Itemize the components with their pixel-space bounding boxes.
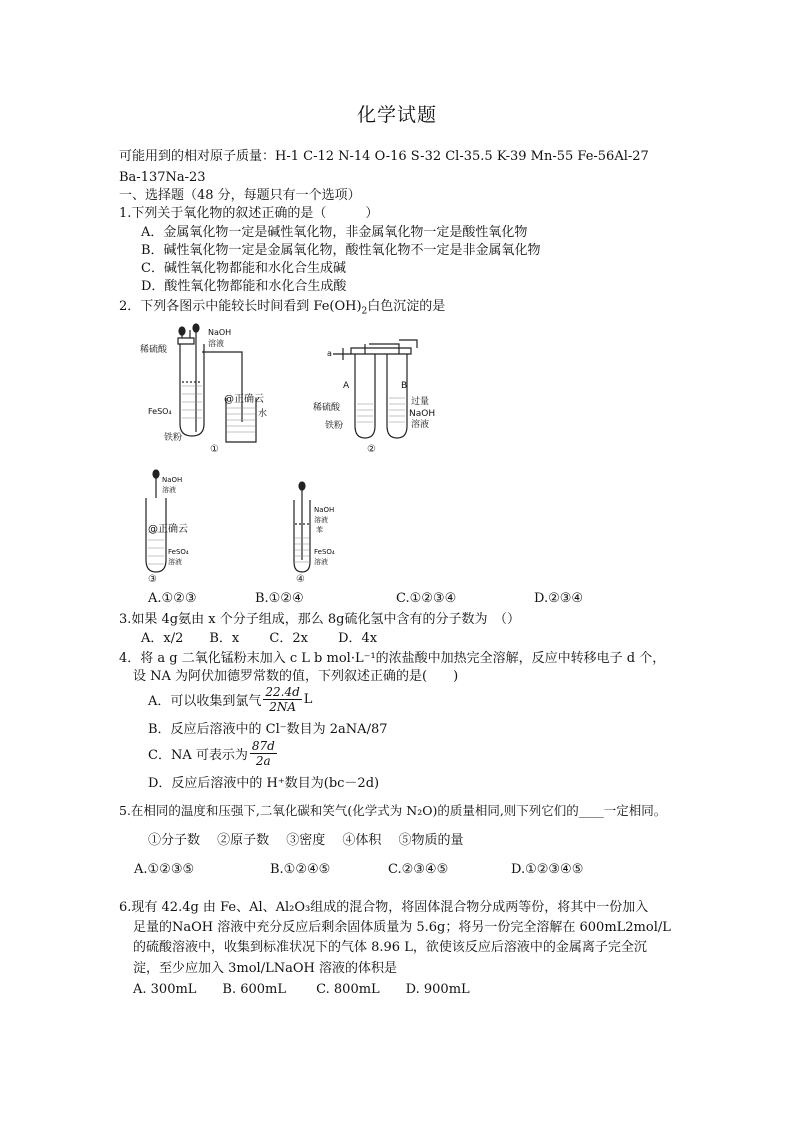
q1-option-a: A．金属氧化物一定是碱性氧化物，非金属氧化物一定是酸性氧化物 (141, 225, 528, 240)
q5-items: ①分子数 ②原子数 ③密度 ④体积 ⑤物质的量 (148, 833, 464, 848)
q6-line4: 淀，至少应加入 3mol/LNaOH 溶液的体积是 (133, 961, 397, 976)
fig3-solution2-label: 溶液 (168, 558, 182, 566)
figure-3-apparatus (140, 468, 250, 586)
q4-a-fraction: $\frac{22.4d}{2NA}$ (265, 685, 300, 714)
figure-2-apparatus (313, 330, 445, 460)
fig4-benzene-label: 苯 (316, 526, 323, 534)
q2-option-b: B.①②④ (255, 591, 304, 606)
q1-option-b: B．碱性氧化物一定是金属氧化物，酸性氧化物不一定是非金属氧化物 (141, 243, 541, 258)
q6-line1: 6.现有 42.4g 由 Fe、Al、Al₂O₃组成的混合物，将固体混合物分成两等份，将其中一份加入 (119, 900, 649, 915)
q4-option-d: D．反应后溶液中的 H⁺数目为(bc－2d) (148, 776, 380, 791)
fig4-feso4-label: FeSO₄ (314, 548, 335, 556)
fig2-number: ② (367, 444, 376, 455)
q2-option-d: D.②③④ (534, 591, 584, 606)
q2-option-a: A.①②③ (148, 591, 197, 606)
fig2-acid-label: 稀硫酸 (313, 403, 341, 413)
fig1-watermark: @正确云 (224, 394, 264, 405)
q2-stem: 2．下列各图示中能较长时间看到 $Fe(OH)_2$白色沉淀的是 (119, 299, 446, 317)
q5-option-a: A.①②③⑤ (134, 862, 195, 877)
atomic-masses-line1: 可能用到的相对原子质量：H-1 C-12 N-14 O-16 S-32 Cl-35.5 K-39 Mn-55 Fe-56Al-27 (119, 149, 649, 164)
fig1-feso4-label: FeSO₄ (148, 407, 172, 416)
figure-4-apparatus (292, 480, 362, 586)
fig4-naoh-label: NaOH (314, 506, 335, 514)
fig3-naoh-label: NaOH (162, 476, 183, 484)
fig1-iron-label: 铁粉 (164, 433, 183, 443)
q6-options: A. 300mL B. 600mL C. 800mL D. 900mL (133, 982, 470, 997)
fig2-tube-b: B (401, 381, 408, 391)
fig4-solution2-label: 溶液 (314, 558, 328, 566)
fig1-acid-label: 稀硫酸 (140, 345, 168, 355)
q6-line2: 足量的NaOH 溶液中充分反应后剩余固体质量为 5.6g；将另一份完全溶解在 600mL2mol/L (133, 920, 671, 935)
q3-stem: 3.如果 4g氨由 x 个分子组成，那么 8g硫化氢中含有的分子数为 （） (119, 612, 520, 627)
figure-1-apparatus (140, 322, 280, 457)
q4-option-c: C．NA 可表示为 $\frac{87d}{2a}$ (148, 739, 275, 768)
fig1-naoh-label: NaOH (208, 328, 232, 337)
q1-option-d: D．酸性氧化物都能和水化合生成酸 (141, 279, 347, 294)
fig3-solution-label: 溶液 (162, 486, 176, 494)
q6-line3: 的硫酸溶液中，收集到标准状况下的气体 8.96 L，欲使该反应后溶液中的金属离子完全沉 (133, 940, 647, 955)
q1-stem: 1.下列关于氧化物的叙述正确的是（ ） (119, 206, 379, 221)
page-title: 化学试题 (356, 104, 437, 126)
q4-option-b: B．反应后溶液中的 Cl⁻数目为 2aNA/87 (148, 722, 388, 737)
fig3-watermark: @正确云 (148, 524, 188, 535)
q4-stem-line2: 设 NA 为阿伏加德罗常数的值，下列叙述正确的是( ) (133, 669, 459, 684)
fig2-iron-label: 铁粉 (325, 421, 344, 431)
fig1-water-label: 水 (258, 409, 268, 419)
fig2-solution-label: 溶液 (411, 420, 430, 430)
q4-option-a: A．可以收集到氯气 $\frac{22.4d}{2NA}$ L (148, 685, 313, 714)
fig2-naoh-label: NaOH (409, 409, 436, 419)
fig2-valve-a: a (327, 349, 332, 358)
fig4-solution-label: 溶液 (314, 516, 328, 524)
q4-c-fraction: $\frac{87d}{2a}$ (251, 739, 275, 768)
fig3-feso4-label: FeSO₄ (168, 548, 189, 556)
q3-options: A．x/2 B．x C．2x D．4x (141, 631, 378, 646)
q1-option-c: C．碱性氧化物都能和水化合生成碱 (141, 261, 346, 276)
fig1-number: ① (210, 444, 219, 455)
fig3-number: ③ (148, 574, 157, 585)
atomic-masses-line2: Ba-137Na-23 (119, 170, 206, 185)
q5-option-b: B.①②④⑤ (270, 862, 331, 877)
q5-option-c: C.②③④⑤ (388, 862, 449, 877)
fig2-tube-a: A (343, 381, 350, 391)
q5-option-d: D.①②③④⑤ (511, 862, 584, 877)
fig1-solution-label: 溶液 (208, 339, 224, 348)
section-heading: 一、选择题（48 分，每题只有一个选项） (119, 188, 361, 203)
q4-stem-line1: 4．将 a g 二氧化锰粉末加入 c L b mol·L⁻¹的浓盐酸中加热完全溶解，反应中转移电子 d 个， (119, 651, 666, 666)
fig4-number: ④ (296, 574, 305, 585)
q2-option-c: C.①②③④ (396, 591, 457, 606)
fig2-excess-label: 过量 (411, 397, 430, 407)
q5-stem: 5.在相同的温度和压强下,二氧化碳和笑气(化学式为 N₂O)的质量相同,则下列它们的____一定相同。 (119, 803, 667, 818)
